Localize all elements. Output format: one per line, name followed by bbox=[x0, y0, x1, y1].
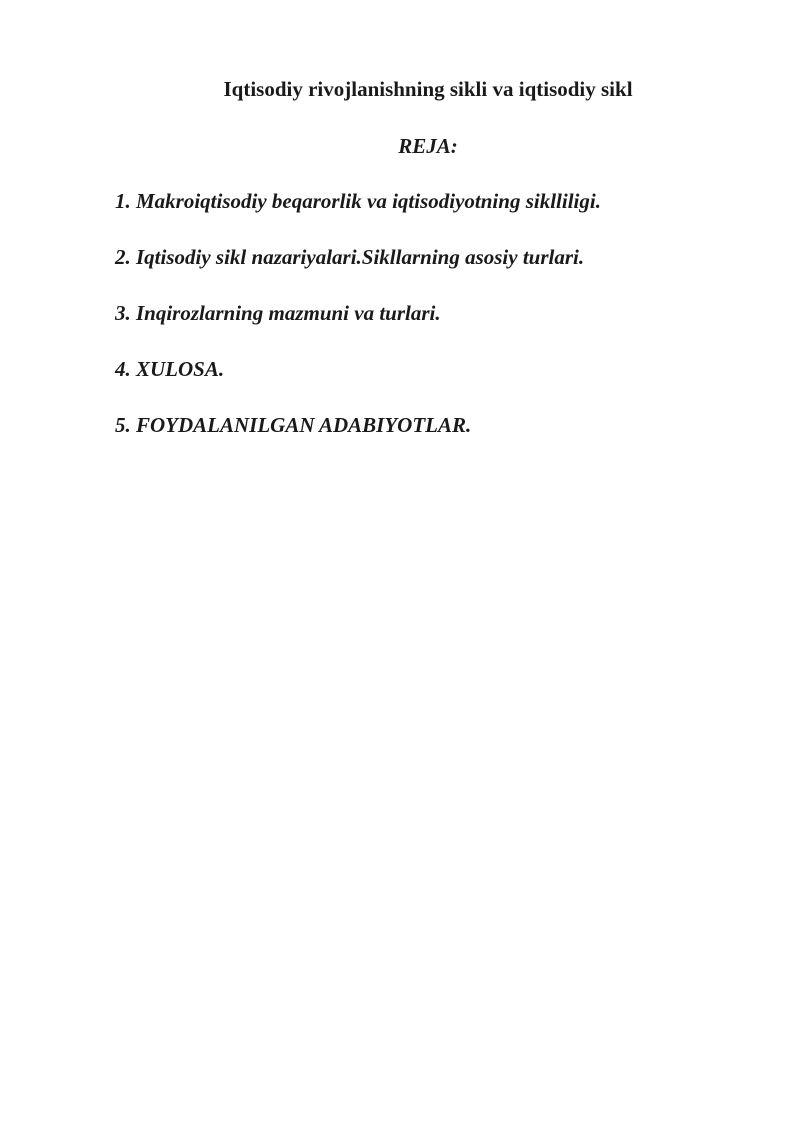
document-title: Iqtisodiy rivojlanishning sikli va iqtisodiy sikl bbox=[223, 77, 633, 101]
plan-item: 2. Iqtisodiy sikl nazariyalari.Sikllarning asosiy turlari. bbox=[115, 245, 585, 269]
plan-heading: REJA: bbox=[398, 134, 458, 158]
plan-item: 3. Inqirozlarning mazmuni va turlari. bbox=[115, 301, 441, 325]
plan-list bbox=[115, 188, 601, 468]
plan-item: 1. Makroiqtisodiy beqarorlik va iqtisodiyotning siklliligi. bbox=[115, 189, 601, 213]
plan-item: 4. XULOSA. bbox=[115, 357, 225, 381]
plan-item: 5. FOYDALANILGAN ADABIYOTLAR. bbox=[115, 413, 472, 437]
